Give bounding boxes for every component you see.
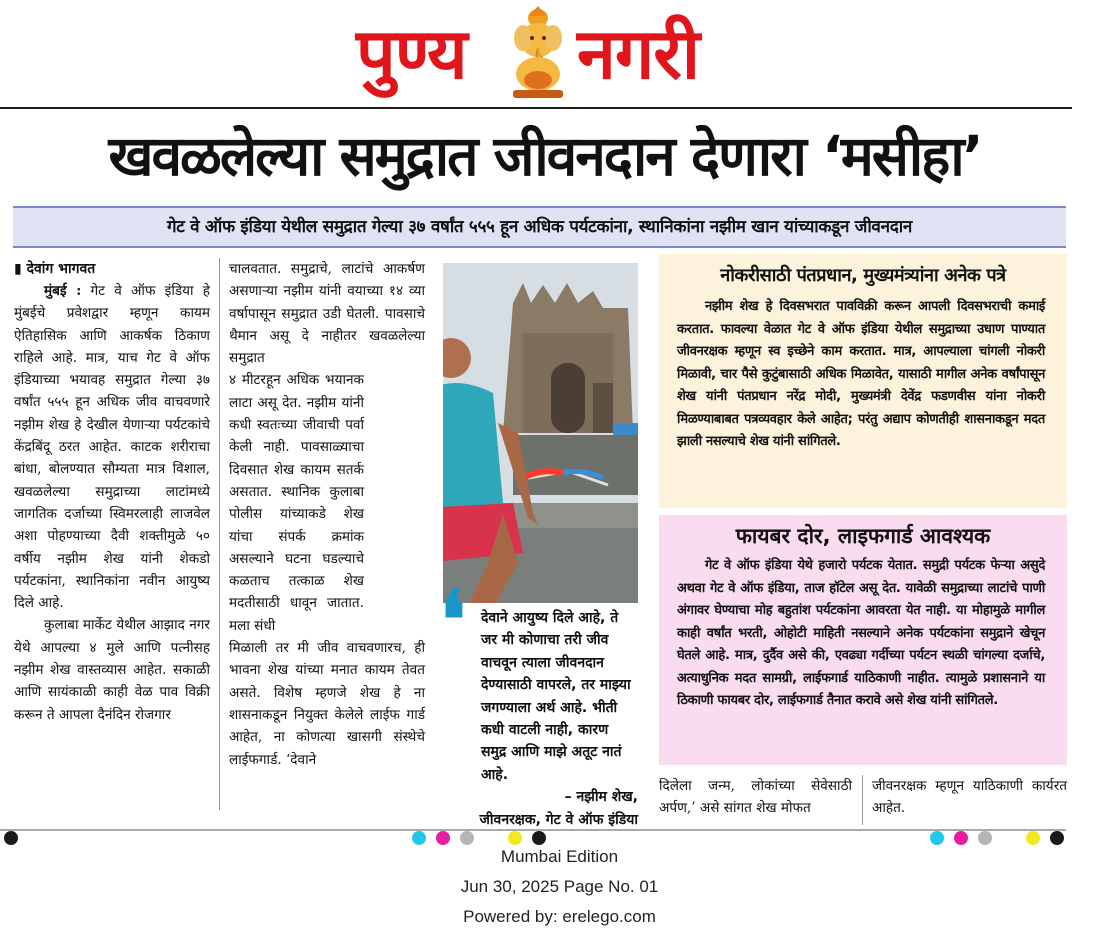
article-column-2 [229,258,425,771]
article-paragraph: कुलाबा मार्केट येथील आझाद नगर येथे आपल्या ४ मुले आणि पत्नीसह नझीम शेख वास्तव्यास आहेत. सकाळी आणि सायंकाळी काही वेळ पाव विक्री करून ते आपला दैनंदिन रोजगार [14,617,210,723]
sidebar-box-jobs [659,254,1067,508]
dateline: मुंबई : [44,283,82,299]
article-column-5: दिलेला जन्म, लोकांच्या सेवेसाठी अर्पण,’ असे सांगत शेख मोफत [659,778,852,816]
box-body [659,555,1067,713]
edition-label: Mumbai Edition [500,847,619,866]
masthead [0,0,1119,108]
headline: खवळलेल्या समुद्रात जीवनदान देणारा ‘मसीहा’ [108,124,982,188]
article-text: गेट वे ऑफ इंडिया हे मुंबईचे प्रवेशद्वार म्हणून कायम ऐतिहासिक आणि आकर्षक ठिकाण राहिले आहे. मात्र, याच गेट वे ऑफ इंडियाच्या भयावह समुद्रात गेल्या ३७ वर्षांत ५५५ हून अधिक जीव वाचवणारे नझीम शेख हे देखील येणाऱ्या पर्यटकांचे केंद्रबिंदू ठरत आहेत. काटक शरीराचा बांधा, बोलण्यात सौम्यता मात्र विशाल, खवळलेल्या समुद्राच्या लाटांमध्ये जागतिक दर्जाच्या स्विमरलाही लाजवेल अशा पोहण्याच्या दैवी शक्तीमुळे ५० वर्षीय नझीम शेख यांनी शेकडो पर्यटकांना, स्थानिकांना नवीन आयुष्य दिले आहे. [14,283,211,612]
registration-mark [412,831,426,845]
powered-by-link[interactable]: Powered by: erelego.com [463,907,656,926]
article-paragraph: ४ मीटरहून अधिक भयानक लाटा असू देत. नझीम यांनी कधी स्वतःच्या जीवाची पर्वा केली नाही. पावसाळ्याचा दिवसात शेख कायम सतर्क असतात. स्थानिक कुलाबा पोलीस यांच्याकडे शेख यांचा संपर्क क्रमांक असल्याने घटना घडल्याचे कळताच तत्काळ शेख मदतीसाठी धावून जातात. मला संधी [229,372,364,634]
registration-mark [954,831,968,845]
ganesha-logo-icon [503,4,573,100]
registration-mark [1050,831,1064,845]
byline: ▮ देवांग भागवत [14,261,96,277]
box-title: नोकरीसाठी पंतप्रधान, मुख्यमंत्र्यांना अनेक पत्रे [720,265,1006,286]
box-body [659,296,1067,454]
quote-text: देवाने आयुष्य दिले आहे, ते जर मी कोणाचा तरी जीव वाचवून त्याला जीवनदान देण्यासाठी वापरले, तर माझ्या जगण्याला अर्थ आहे. भीती कधी वाटली नाही, कारण समुद्र आणि माझे अतूट नातं आहे. [481,610,631,783]
registration-mark [508,831,522,845]
quote-mark-icon: ❛ [440,573,466,667]
article-column-6: जीवनरक्षक म्हणून याठिकाणी कार्यरत आहेत. [872,778,1067,816]
masthead-rule [0,107,1072,109]
box-paragraph: गेट वे ऑफ इंडिया येथे हजारो पर्यटक येतात. समुद्री पर्यटक फेऱ्या असुदे अथवा गेट वे ऑफ इंडिया, ताज हॉटेल असू देत. यावेळी समुद्राच्या लाटांचे पाणी अंगावर घेण्याचा मोह बहुतांश पर्यटकांना आवरता येत नाही. या मोहामुळे मागील काही वर्षांत भरती, ओहोटी माहिती नसल्याने अनेक पर्यटकांना समुद्राने खेचून घेतले आहे. मात्र, दुर्दैव असे की, एवढ्या गर्दीच्या पर्यटन स्थळी चांगल्या दर्जाचे, अत्याधुनिक मदत सामग्री, लाईफगार्ड याठिकाणी नाहीत. त्यामुळे प्रशासनाने या ठिकाणी फायबर दोर, लाईफगार्ड तैनात करावे असे शेख यांनी सांगितले. [677,558,1045,708]
box-title: फायबर दोर, लाइफगार्ड आवश्यक [735,524,991,548]
registration-mark [1026,831,1040,845]
article-column-1 [14,258,210,726]
registration-mark [930,831,944,845]
column-divider [219,258,220,810]
box-paragraph: नझीम शेख हे दिवसभरात पावविक्री करून आपली दिवसभराची कमाई करतात. फावल्या वेळात गेट वे ऑफ इंडिया येथील समुद्राच्या उधाण पाण्यात जीवनरक्षक म्हणून स्व इच्छेने काम करतात. मात्र, आपल्याला चांगली नोकरी मिळावी, चार पैसे कुटुंबासाठी अधिक मिळावेत, यासाठी मागील अनेक वर्षांपासून शेख यांनी पंतप्रधान नरेंद्र मोदी, मुख्यमंत्री देवेंद्र फडणवीस यांना नोकरी मिळण्याबाबत पत्रव्यवहार केले आहेत; परंतु अद्याप कोणतीही शासनाकडून मदत झाली नसल्याचे शेख यांनी सांगितले. [677,299,1045,449]
article-paragraph: मिळाली तर मी जीव वाचवणारच, ही भावना शेख यांच्या मनात कायम तेवत असते. विशेष म्हणजे शेख हे ना शासनाकडून नियुक्त केलेले लाईफ गार्ड आहेत, ना कोणत्या खासगी संस्थेचे लाईफगार्ड. ‘देवाने [229,640,425,768]
registration-mark [4,831,18,845]
column-divider [862,775,863,825]
subheadline: गेट वे ऑफ इंडिया येथील समुद्रात गेल्या ३७ वर्षांत ५५५ हून अधिक पर्यटकांना, स्थानिकांना नझीम खान यांच्याकडून जीवनदान [13,206,1066,248]
article-paragraph: चालवतात. समुद्राचे, लाटांचे आकर्षण असणाऱ्या नझीम यांनी वयाच्या १४ व्या वर्षापासून समुद्रात उडी घेतली. पावसाचे थैमान असू दे नाहीतर खवळलेल्या समुद्रात [229,261,425,367]
date-page-label: Jun 30, 2025 Page No. 01 [460,877,659,896]
quote-credit: – नझीम शेख, [564,789,638,806]
registration-mark [460,831,474,845]
registration-mark [978,831,992,845]
page-bottom-rule [0,829,1066,831]
article-photo [443,263,638,603]
article-paragraph [14,280,210,614]
registration-mark [436,831,450,845]
registration-mark [532,831,546,845]
quote-credit-role: जीवनरक्षक, गेट वे ऑफ इंडिया [479,811,638,828]
masthead-title-left: पुण्य [356,13,467,95]
pull-quote [441,607,638,831]
masthead-title-right: नगरी [577,13,700,95]
sidebar-box-lifeguard [659,515,1067,765]
